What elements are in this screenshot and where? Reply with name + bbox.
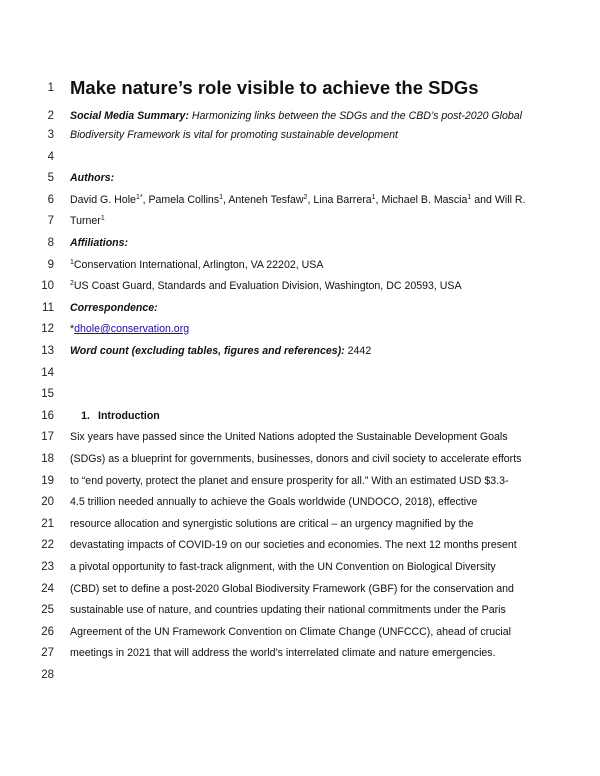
line-number: 18 bbox=[41, 453, 54, 465]
author-name: Michael B. Mascia bbox=[381, 194, 468, 206]
affiliation-text: Conservation International, Arlington, VA 22202, USA bbox=[73, 259, 324, 271]
line-number: 15 bbox=[41, 388, 54, 400]
line-number: 10 bbox=[41, 280, 54, 292]
line-number: 9 bbox=[47, 259, 54, 271]
body-text-line: to “end poverty, protect the planet and ensure prosperity for all.” With an estimated USD $3.3- bbox=[70, 475, 509, 487]
paper-title: Make nature’s role visible to achieve the SDGs bbox=[70, 77, 479, 98]
author-name: Lina Barrera bbox=[313, 194, 372, 206]
authors-list-continued bbox=[70, 214, 590, 228]
author-name: David G. Hole bbox=[70, 194, 136, 206]
correspondence-marker: * bbox=[70, 323, 75, 335]
affiliation-item bbox=[70, 258, 590, 272]
line-number: 1 bbox=[47, 82, 54, 94]
body-text-line: (SDGs) as a blueprint for governments, businesses, donors and civil society to accelerate efforts bbox=[70, 453, 522, 465]
email-link[interactable]: dhole@conservation.org bbox=[74, 323, 190, 335]
section-heading bbox=[56, 409, 576, 423]
author-affiliation-marker: 1 bbox=[219, 194, 224, 201]
author-separator: , bbox=[307, 194, 314, 206]
line-number: 16 bbox=[41, 410, 54, 422]
line-number: 28 bbox=[41, 669, 54, 681]
line-number: 27 bbox=[41, 647, 54, 659]
author-separator: and Will R. bbox=[471, 194, 526, 206]
line-number: 8 bbox=[47, 237, 54, 249]
author-affiliation-marker: 1 bbox=[100, 215, 105, 222]
body-text-line: Agreement of the UN Framework Convention on Climate Change (UNFCCC), ahead of crucial bbox=[70, 626, 512, 638]
affiliation-item bbox=[70, 279, 590, 293]
word-count-value: 2442 bbox=[344, 345, 372, 357]
line-number: 2 bbox=[47, 110, 54, 122]
line-number: 14 bbox=[41, 367, 54, 379]
author-name: Pamela Collins bbox=[148, 194, 220, 206]
word-count-line bbox=[70, 344, 590, 358]
authors-list bbox=[70, 193, 590, 207]
word-count-label: Word count (excluding tables, figures and references): bbox=[70, 345, 345, 357]
author-affiliation-marker: 1 bbox=[467, 194, 472, 201]
summary-text: Harmonizing links between the SDGs and the CBD’s post-2020 Global bbox=[191, 110, 523, 122]
correspondence-line bbox=[70, 322, 590, 336]
section-number: 1. bbox=[81, 410, 90, 422]
body-text-line: resource allocation and synergistic solutions are critical – an urgency magnified by the bbox=[70, 518, 474, 530]
body-text-line: a pivotal opportunity to fast-track alignment, with the UN Convention on Biological Diversity bbox=[70, 561, 496, 573]
body-text-line: devastating impacts of COVID-19 on our societies and economies. The next 12 months present bbox=[70, 539, 517, 551]
line-number: 11 bbox=[42, 302, 54, 314]
line-number: 13 bbox=[41, 345, 54, 357]
body-text-line: 4.5 trillion needed annually to achieve the Goals worldwide (UNDOCO, 2018), effective bbox=[70, 496, 478, 508]
affiliation-marker: 1 bbox=[70, 259, 74, 266]
body-text-line: meetings in 2021 that will address the world’s interrelated climate and nature emergencies. bbox=[70, 647, 496, 659]
author-name: Turner bbox=[70, 215, 101, 227]
authors-label: Authors: bbox=[70, 172, 115, 184]
line-number: 21 bbox=[41, 518, 54, 530]
line-number: 26 bbox=[41, 626, 54, 638]
line-number: 4 bbox=[47, 151, 54, 163]
affiliation-marker: 2 bbox=[70, 280, 74, 287]
body-text-line: sustainable use of nature, and countries updating their national commitments under the Paris bbox=[70, 604, 506, 616]
author-affiliation-marker: 1 bbox=[371, 194, 376, 201]
line-number: 19 bbox=[41, 475, 54, 487]
section-title: Introduction bbox=[98, 410, 160, 422]
author-separator: , bbox=[223, 194, 229, 206]
line-number: 23 bbox=[41, 561, 54, 573]
line-number: 17 bbox=[41, 431, 54, 443]
summary-line-2: Biodiversity Framework is vital for promoting sustainable development bbox=[70, 129, 398, 141]
line-number: 25 bbox=[41, 604, 54, 616]
author-separator: , bbox=[142, 194, 149, 206]
correspondence-label: Correspondence: bbox=[70, 302, 158, 314]
line-number: 3 bbox=[47, 129, 54, 141]
line-number: 24 bbox=[41, 583, 54, 595]
affiliation-text: US Coast Guard, Standards and Evaluation Division, Washington, DC 20593, USA bbox=[73, 280, 462, 292]
author-name: Anteneh Tesfaw bbox=[228, 194, 304, 206]
summary-label: Social Media Summary: bbox=[70, 110, 189, 122]
body-text-line: Six years have passed since the United Nations adopted the Sustainable Development Goals bbox=[70, 431, 508, 443]
author-separator: , bbox=[375, 194, 382, 206]
line-number: 7 bbox=[47, 215, 54, 227]
affiliations-label: Affiliations: bbox=[70, 237, 129, 249]
author-affiliation-marker: 1* bbox=[135, 194, 143, 201]
line-number: 6 bbox=[47, 194, 54, 206]
line-number: 12 bbox=[41, 323, 54, 335]
line-number: 22 bbox=[41, 539, 54, 551]
line-number: 5 bbox=[47, 172, 54, 184]
line-number: 20 bbox=[41, 496, 54, 508]
summary-line-1 bbox=[70, 109, 590, 123]
body-text-line: (CBD) set to define a post-2020 Global Biodiversity Framework (GBF) for the conservation and bbox=[70, 583, 514, 595]
author-affiliation-marker: 2 bbox=[303, 194, 308, 201]
